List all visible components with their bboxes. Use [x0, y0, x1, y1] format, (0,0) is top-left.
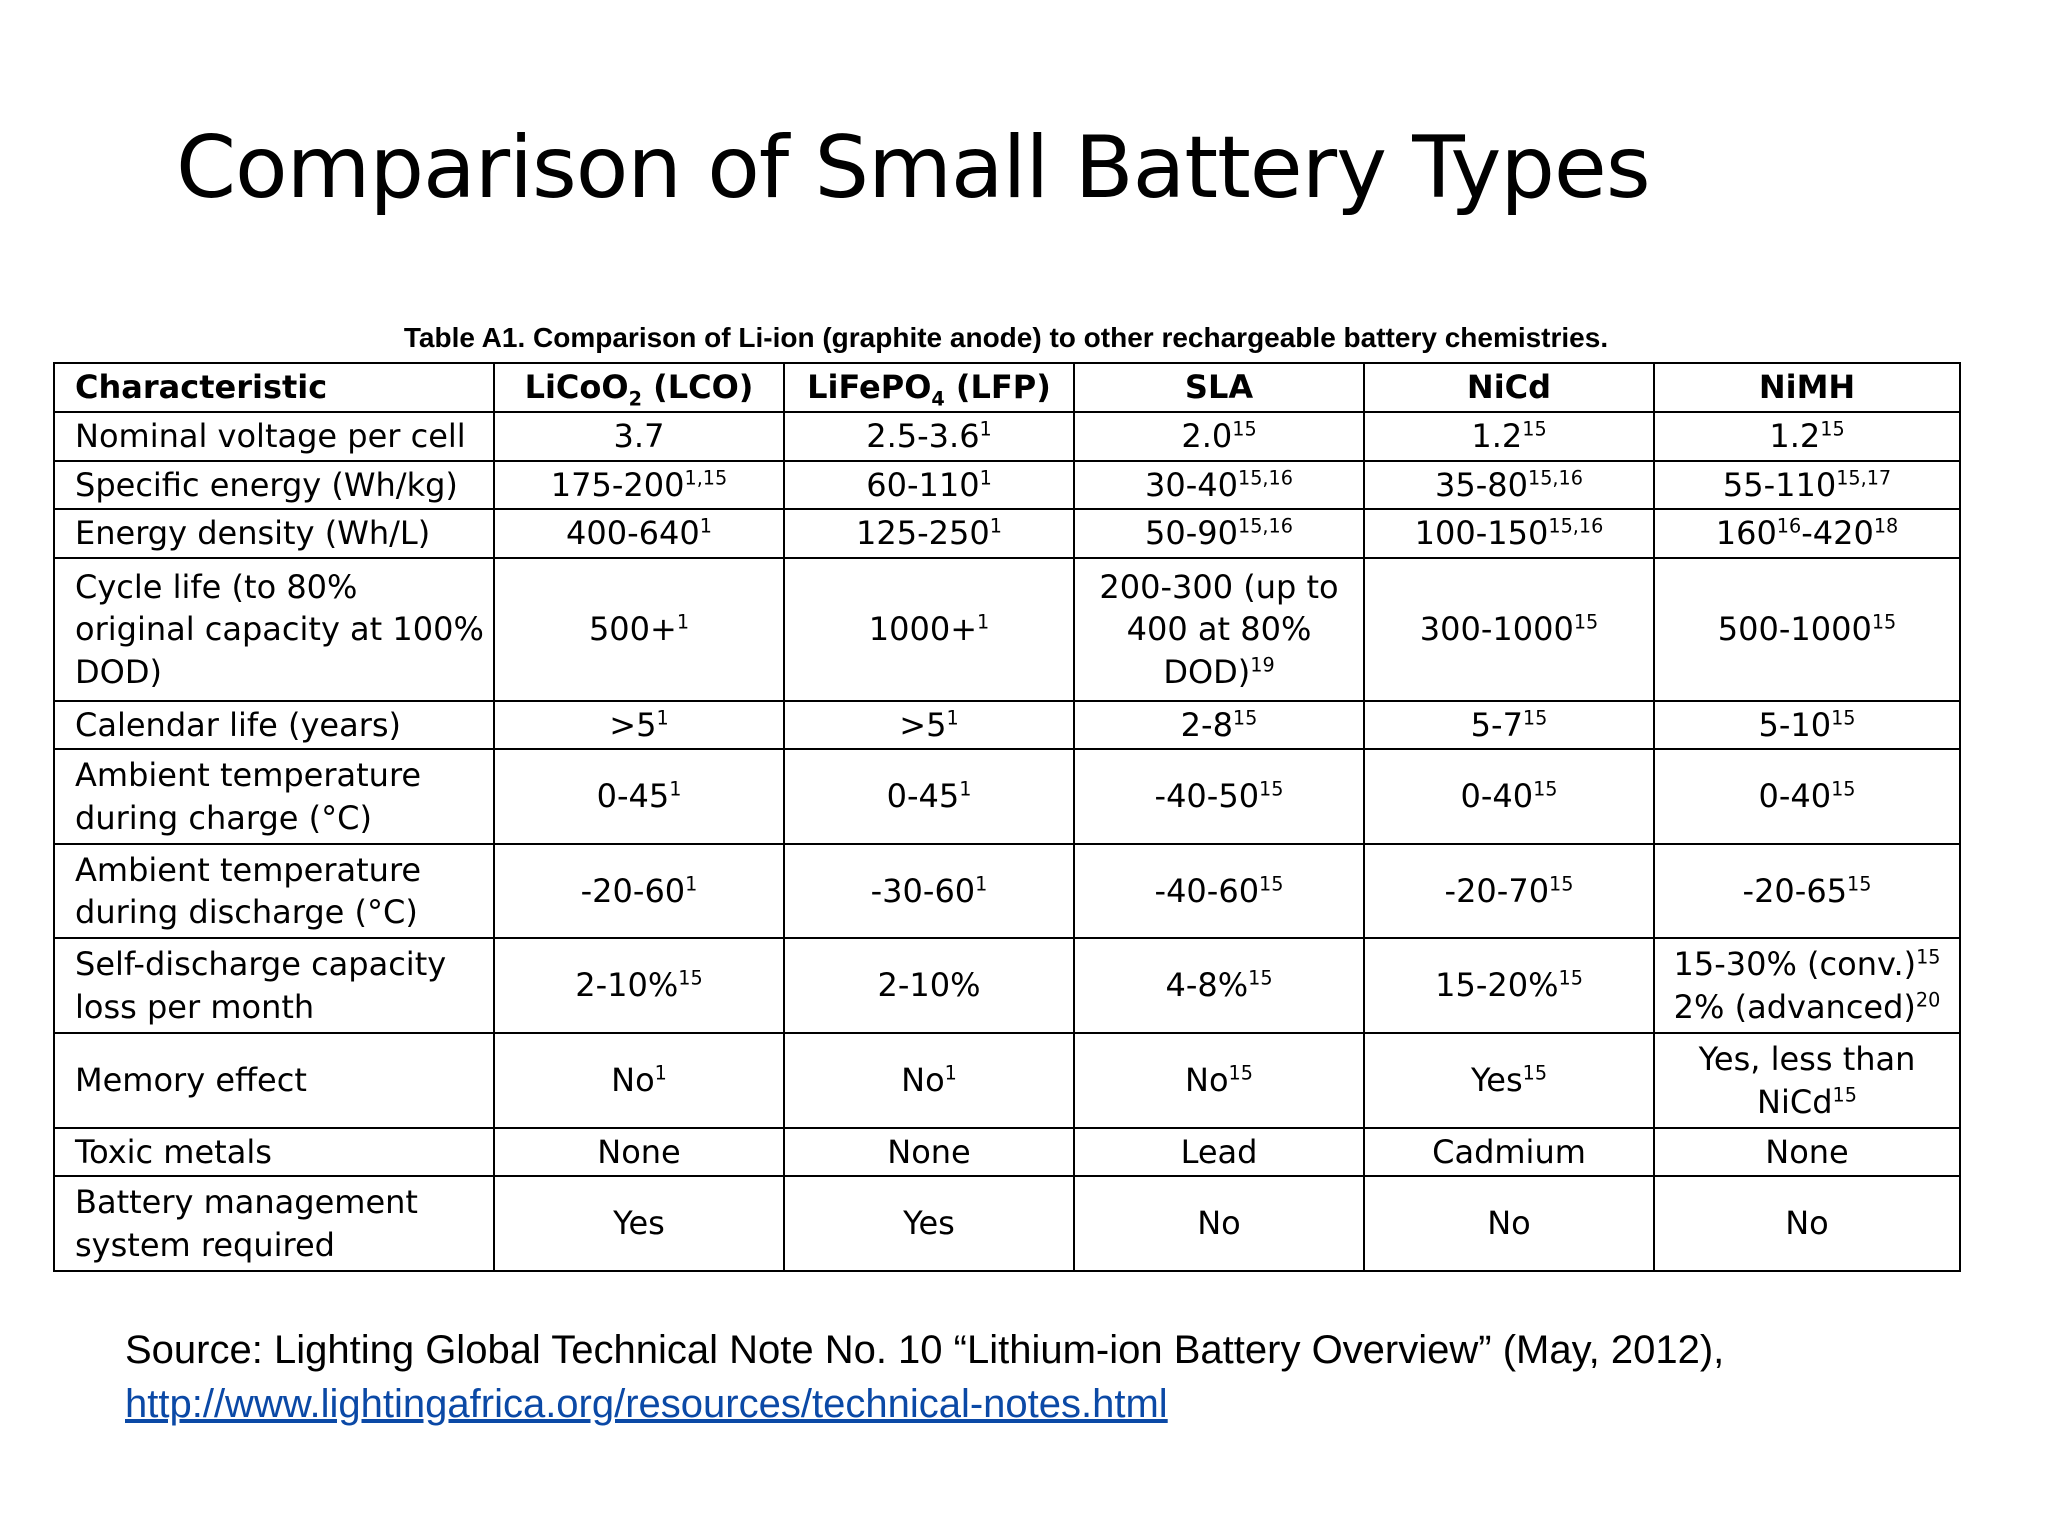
reference-superscript: 1 [944, 1061, 957, 1085]
cell-value: 500-1000 [1717, 610, 1872, 649]
cell-value: None [887, 1132, 971, 1171]
cell-value: 2-10% [575, 966, 679, 1005]
column-header-sla: SLA [1074, 363, 1364, 412]
reference-superscript: 15 [1248, 966, 1273, 990]
reference-superscript: 1 [946, 706, 959, 730]
table-row [54, 461, 1960, 509]
cell-nimh [1654, 1033, 1960, 1128]
reference-superscript: 15 [1228, 1061, 1253, 1085]
column-header-lfp: LiFePO$_4$ (LFP) [784, 363, 1074, 412]
reference-superscript: 15 [1232, 417, 1257, 441]
column-header-nicd: NiCd [1364, 363, 1654, 412]
reference-superscript: 1 [669, 777, 682, 801]
cell-nimh [1654, 461, 1960, 509]
cell-lco [494, 1176, 784, 1271]
cell-value: 60-110 [866, 465, 980, 504]
cell-nimh [1654, 844, 1960, 938]
reference-superscript: 1 [685, 872, 698, 896]
cell-lco [494, 412, 784, 461]
cell-nimh [1654, 1128, 1960, 1176]
cell-value: 3.7 [613, 417, 665, 456]
row-label: Ambient temperature during discharge (°C) [54, 844, 494, 938]
reference-superscript: 1 [975, 872, 988, 896]
source-citation: Source: Lighting Global Technical Note No. 10 “Lithium-ion Battery Overview” (May, 2012), [125, 1328, 1725, 1372]
row-label: Memory effect [54, 1033, 494, 1128]
reference-superscript: 15 [1871, 610, 1897, 634]
cell-nimh [1654, 938, 1960, 1033]
cell-sla [1074, 701, 1364, 749]
cell-value: 1000+ [868, 610, 978, 649]
cell-value: No [1197, 1204, 1241, 1243]
cell-lfp [784, 1176, 1074, 1271]
row-label: Calendar life (years) [54, 701, 494, 749]
cell-value: No [901, 1061, 945, 1100]
cell-nicd [1364, 1033, 1654, 1128]
reference-superscript: 15 [1573, 610, 1599, 634]
reference-superscript: 15 [678, 966, 703, 990]
reference-superscript: 15,16 [1548, 514, 1604, 538]
cell-sla [1074, 1176, 1364, 1271]
cell-value: No [1487, 1204, 1531, 1243]
reference-superscript: 15 [1831, 777, 1856, 801]
reference-superscript: 15 [1820, 417, 1845, 441]
cell-nimh [1654, 701, 1960, 749]
cell-lfp [784, 844, 1074, 938]
cell-nimh [1654, 1176, 1960, 1271]
cell-value: -30-60 [870, 871, 976, 910]
cell-value: 200-300 (up to 400 at 80% DOD) [1099, 568, 1339, 691]
row-label: Specific energy (Wh/kg) [54, 461, 494, 509]
cell-value: 175-200 [550, 465, 685, 504]
table-row [54, 1128, 1960, 1176]
cell-value: -20-65 [1742, 871, 1848, 910]
reference-superscript: 15 [1522, 1061, 1548, 1085]
cell-value: 2.5-3.6 [866, 417, 980, 456]
cell-nicd [1364, 1176, 1654, 1271]
reference-superscript: 15,17 [1836, 466, 1892, 490]
cell-value: -40-60 [1154, 871, 1260, 910]
reference-superscript: 1 [676, 610, 690, 634]
row-label: Energy density (Wh/L) [54, 509, 494, 558]
cell-lco [494, 509, 784, 558]
cell-value: 2-8 [1180, 705, 1233, 744]
cell-lfp [784, 1033, 1074, 1128]
column-header-characteristic: Characteristic [54, 363, 494, 412]
table-row [54, 558, 1960, 701]
cell-lco [494, 938, 784, 1033]
reference-superscript: 15 [1533, 777, 1558, 801]
cell-lfp [784, 938, 1074, 1033]
reference-superscript: 20 [1915, 987, 1941, 1011]
column-header-nimh: NiMH [1654, 363, 1960, 412]
reference-superscript: 15 [1916, 945, 1941, 969]
table-header-row [54, 363, 1960, 412]
reference-superscript: 15 [1522, 706, 1548, 730]
cell-value: 400-640 [566, 514, 700, 553]
cell-value: 100-150 [1414, 514, 1549, 553]
cell-value: 0-45 [886, 777, 960, 816]
reference-superscript: 1 [989, 514, 1002, 538]
cell-nicd [1364, 558, 1654, 701]
reference-superscript: 15 [1832, 1082, 1857, 1106]
cell-value: Lead [1180, 1132, 1258, 1171]
cell-lfp [784, 461, 1074, 509]
row-label: Battery management system required [54, 1176, 494, 1271]
cell-value: 30-40 [1145, 465, 1239, 504]
reference-superscript: 15 [1847, 872, 1872, 896]
cell-value: 0-40 [1460, 777, 1534, 816]
reference-superscript: 15 [1259, 872, 1284, 896]
cell-value: 2% (advanced) [1673, 987, 1916, 1026]
cell-value: >5 [899, 705, 947, 744]
reference-superscript: 15,16 [1528, 466, 1583, 490]
battery-comparison-table [53, 362, 1961, 1272]
table-row [54, 844, 1960, 938]
reference-superscript: 16 [1776, 514, 1802, 538]
cell-nicd [1364, 509, 1654, 558]
cell-sla [1074, 1033, 1364, 1128]
cell-value: 5-7 [1470, 705, 1523, 744]
cell-value: 4-8% [1165, 966, 1249, 1005]
cell-lco [494, 844, 784, 938]
source-link[interactable]: http://www.lightingafrica.org/resources/technical-notes.html [125, 1382, 1168, 1426]
cell-nicd [1364, 938, 1654, 1033]
reference-superscript: 1 [979, 417, 992, 441]
cell-nimh [1654, 558, 1960, 701]
cell-value: 1.2 [1769, 417, 1821, 456]
cell-lfp [784, 412, 1074, 461]
reference-superscript: 19 [1250, 652, 1275, 676]
cell-value: >5 [609, 705, 657, 744]
cell-sla [1074, 412, 1364, 461]
cell-sla [1074, 509, 1364, 558]
cell-sla [1074, 461, 1364, 509]
cell-nicd [1364, 461, 1654, 509]
cell-value: 50-90 [1145, 514, 1239, 553]
cell-value: Cadmium [1432, 1132, 1586, 1171]
cell-sla [1074, 558, 1364, 701]
row-label: Self-discharge capacity loss per month [54, 938, 494, 1033]
table-row [54, 1033, 1960, 1128]
cell-nicd [1364, 844, 1654, 938]
cell-value: 2.0 [1181, 417, 1233, 456]
cell-lco [494, 461, 784, 509]
reference-superscript: 1 [977, 610, 990, 634]
reference-superscript: 15 [1831, 706, 1856, 730]
row-label: Ambient temperature during charge (°C) [54, 749, 494, 844]
reference-superscript: 1 [979, 466, 992, 490]
row-label: Nominal voltage per cell [54, 412, 494, 461]
reference-superscript: 15 [1558, 966, 1583, 990]
cell-value: 0-40 [1758, 777, 1832, 816]
cell-value: None [597, 1132, 681, 1171]
table-row [54, 749, 1960, 844]
cell-nimh [1654, 749, 1960, 844]
cell-nicd [1364, 1128, 1654, 1176]
cell-value: 500+ [588, 610, 677, 649]
reference-superscript: 15,16 [1238, 466, 1293, 490]
cell-sla [1074, 844, 1364, 938]
cell-value: No [1785, 1204, 1829, 1243]
cell-value: No [611, 1061, 655, 1100]
cell-value: 1.2 [1471, 417, 1523, 456]
cell-sla [1074, 938, 1364, 1033]
reference-superscript: 1 [656, 706, 669, 730]
table-row [54, 412, 1960, 461]
cell-value: 35-80 [1435, 465, 1529, 504]
cell-nimh [1654, 509, 1960, 558]
table-row [54, 938, 1960, 1033]
cell-value: 5-10 [1758, 705, 1832, 744]
cell-lfp [784, 509, 1074, 558]
cell-value: -40-50 [1154, 777, 1260, 816]
cell-lco [494, 558, 784, 701]
reference-superscript: 15 [1259, 777, 1284, 801]
cell-value: 15-30% (conv.) [1673, 945, 1917, 984]
cell-value: Yes [613, 1204, 665, 1243]
table-row [54, 701, 1960, 749]
reference-superscript: 1 [699, 514, 712, 538]
cell-value: 300-1000 [1419, 610, 1574, 649]
cell-lco [494, 1128, 784, 1176]
cell-value: Yes [1470, 1061, 1523, 1100]
cell-lfp [784, 701, 1074, 749]
cell-value: 55-110 [1722, 465, 1837, 504]
reference-superscript: 15,16 [1238, 514, 1293, 538]
reference-superscript: 1,15 [684, 466, 728, 490]
reference-superscript: 1 [654, 1061, 667, 1085]
reference-superscript: 18 [1873, 514, 1899, 538]
cell-lco [494, 701, 784, 749]
slide-title: Comparison of Small Battery Types [176, 118, 1650, 218]
reference-superscript: 15 [1549, 872, 1574, 896]
column-header-lco: LiCoO$_2$ (LCO) [494, 363, 784, 412]
cell-value: 2-10% [877, 966, 981, 1005]
cell-nicd [1364, 749, 1654, 844]
cell-value: -20-70 [1444, 871, 1550, 910]
cell-value: No [1185, 1061, 1229, 1100]
row-label: Toxic metals [54, 1128, 494, 1176]
cell-value: None [1765, 1132, 1849, 1171]
row-label: Cycle life (to 80% original capacity at 100% DOD) [54, 558, 494, 701]
reference-superscript: 15 [1232, 706, 1258, 730]
reference-superscript: 1 [959, 777, 972, 801]
cell-nicd [1364, 412, 1654, 461]
cell-value: 0-45 [596, 777, 670, 816]
cell-sla [1074, 749, 1364, 844]
cell-value: -420 [1801, 514, 1874, 553]
cell-lfp [784, 749, 1074, 844]
cell-value: Yes [903, 1204, 955, 1243]
cell-sla [1074, 1128, 1364, 1176]
cell-value: Yes, less than NiCd [1698, 1040, 1916, 1121]
cell-nimh [1654, 412, 1960, 461]
cell-value: 160 [1715, 514, 1777, 553]
reference-superscript: 15 [1522, 417, 1547, 441]
table-row [54, 1176, 1960, 1271]
table-caption: Table A1. Comparison of Li-ion (graphite anode) to other rechargeable battery chemistries. [403, 322, 1609, 353]
cell-nicd [1364, 701, 1654, 749]
cell-value: -20-60 [580, 871, 686, 910]
cell-lfp [784, 558, 1074, 701]
cell-lfp [784, 1128, 1074, 1176]
table-row [54, 509, 1960, 558]
cell-lco [494, 749, 784, 844]
cell-value: 15-20% [1435, 966, 1559, 1005]
cell-lco [494, 1033, 784, 1128]
cell-value: 125-250 [856, 514, 990, 553]
